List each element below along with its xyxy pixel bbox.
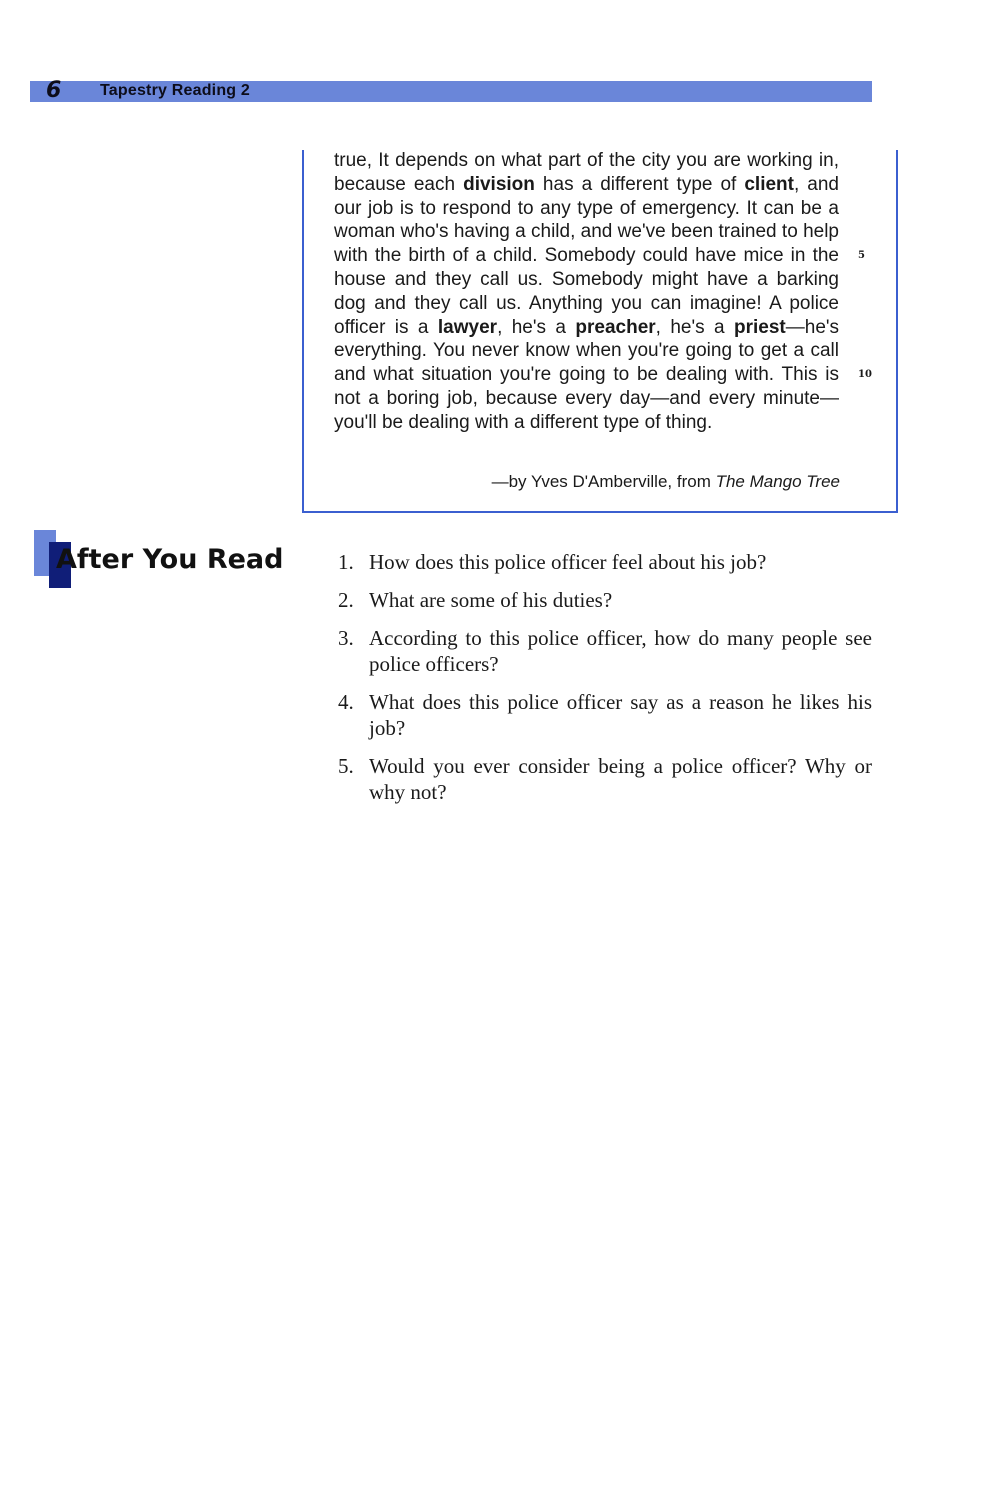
- question-item: [338, 587, 872, 613]
- question-text: What does this police officer say as a reason he likes his job?: [369, 690, 872, 740]
- attribution-author: —by Yves D'Amberville, from: [491, 472, 716, 491]
- line-number-5: 5: [858, 250, 865, 261]
- reading-segment: , he's a: [497, 316, 576, 338]
- question-list: [338, 549, 872, 817]
- vocabulary-term: client: [744, 173, 794, 195]
- question-text: According to this police officer, how do many people see police officers?: [369, 626, 872, 676]
- vocabulary-term: division: [463, 173, 535, 195]
- question-text: What are some of his duties?: [369, 588, 613, 612]
- question-number: 5.: [338, 754, 354, 778]
- reading-segment: , he's a: [655, 316, 734, 338]
- vocabulary-term: priest: [734, 316, 786, 338]
- question-item: [338, 625, 872, 677]
- line-number-10: 10: [858, 369, 872, 380]
- question-text: How does this police officer feel about his job?: [369, 550, 767, 574]
- reading-segment: true, It depends on what part of the city you are working in, because each: [334, 150, 839, 195]
- question-number: 4.: [338, 690, 354, 714]
- book-title: Tapestry Reading 2: [100, 82, 251, 99]
- question-text: Would you ever consider being a police officer? Why or why not?: [369, 754, 872, 804]
- reading-segment: —he's everything. You never know when you're going to get a call and what situation you're going to be dealing with. This is not a boring job, because every day—and every minute—you'll be dealing with a different type of thing.: [334, 316, 840, 433]
- question-number: 2.: [338, 588, 354, 612]
- attribution-source: The Mango Tree: [715, 472, 840, 491]
- reading-segment: has a different type of: [534, 173, 745, 195]
- reading-excerpt-text: [334, 149, 839, 435]
- excerpt-attribution: [492, 472, 840, 492]
- question-number: 1.: [338, 550, 354, 574]
- page-number: 6: [46, 78, 62, 103]
- vocabulary-term: lawyer: [437, 316, 498, 338]
- question-item: [338, 549, 872, 575]
- question-item: [338, 689, 872, 741]
- vocabulary-term: preacher: [575, 316, 656, 338]
- question-item: [338, 753, 872, 805]
- question-number: 3.: [338, 626, 354, 650]
- reading-segment: , and our job is to respond to any type of emergency. It can be a woman who's having a child, and we've been trained to help with the birth of a child. Somebody could have mice in the house and they call us. Somebody might have a barking dog and they call us. Anything you can imagine! A police officer is a: [334, 173, 839, 338]
- section-heading: After You Read: [56, 544, 284, 575]
